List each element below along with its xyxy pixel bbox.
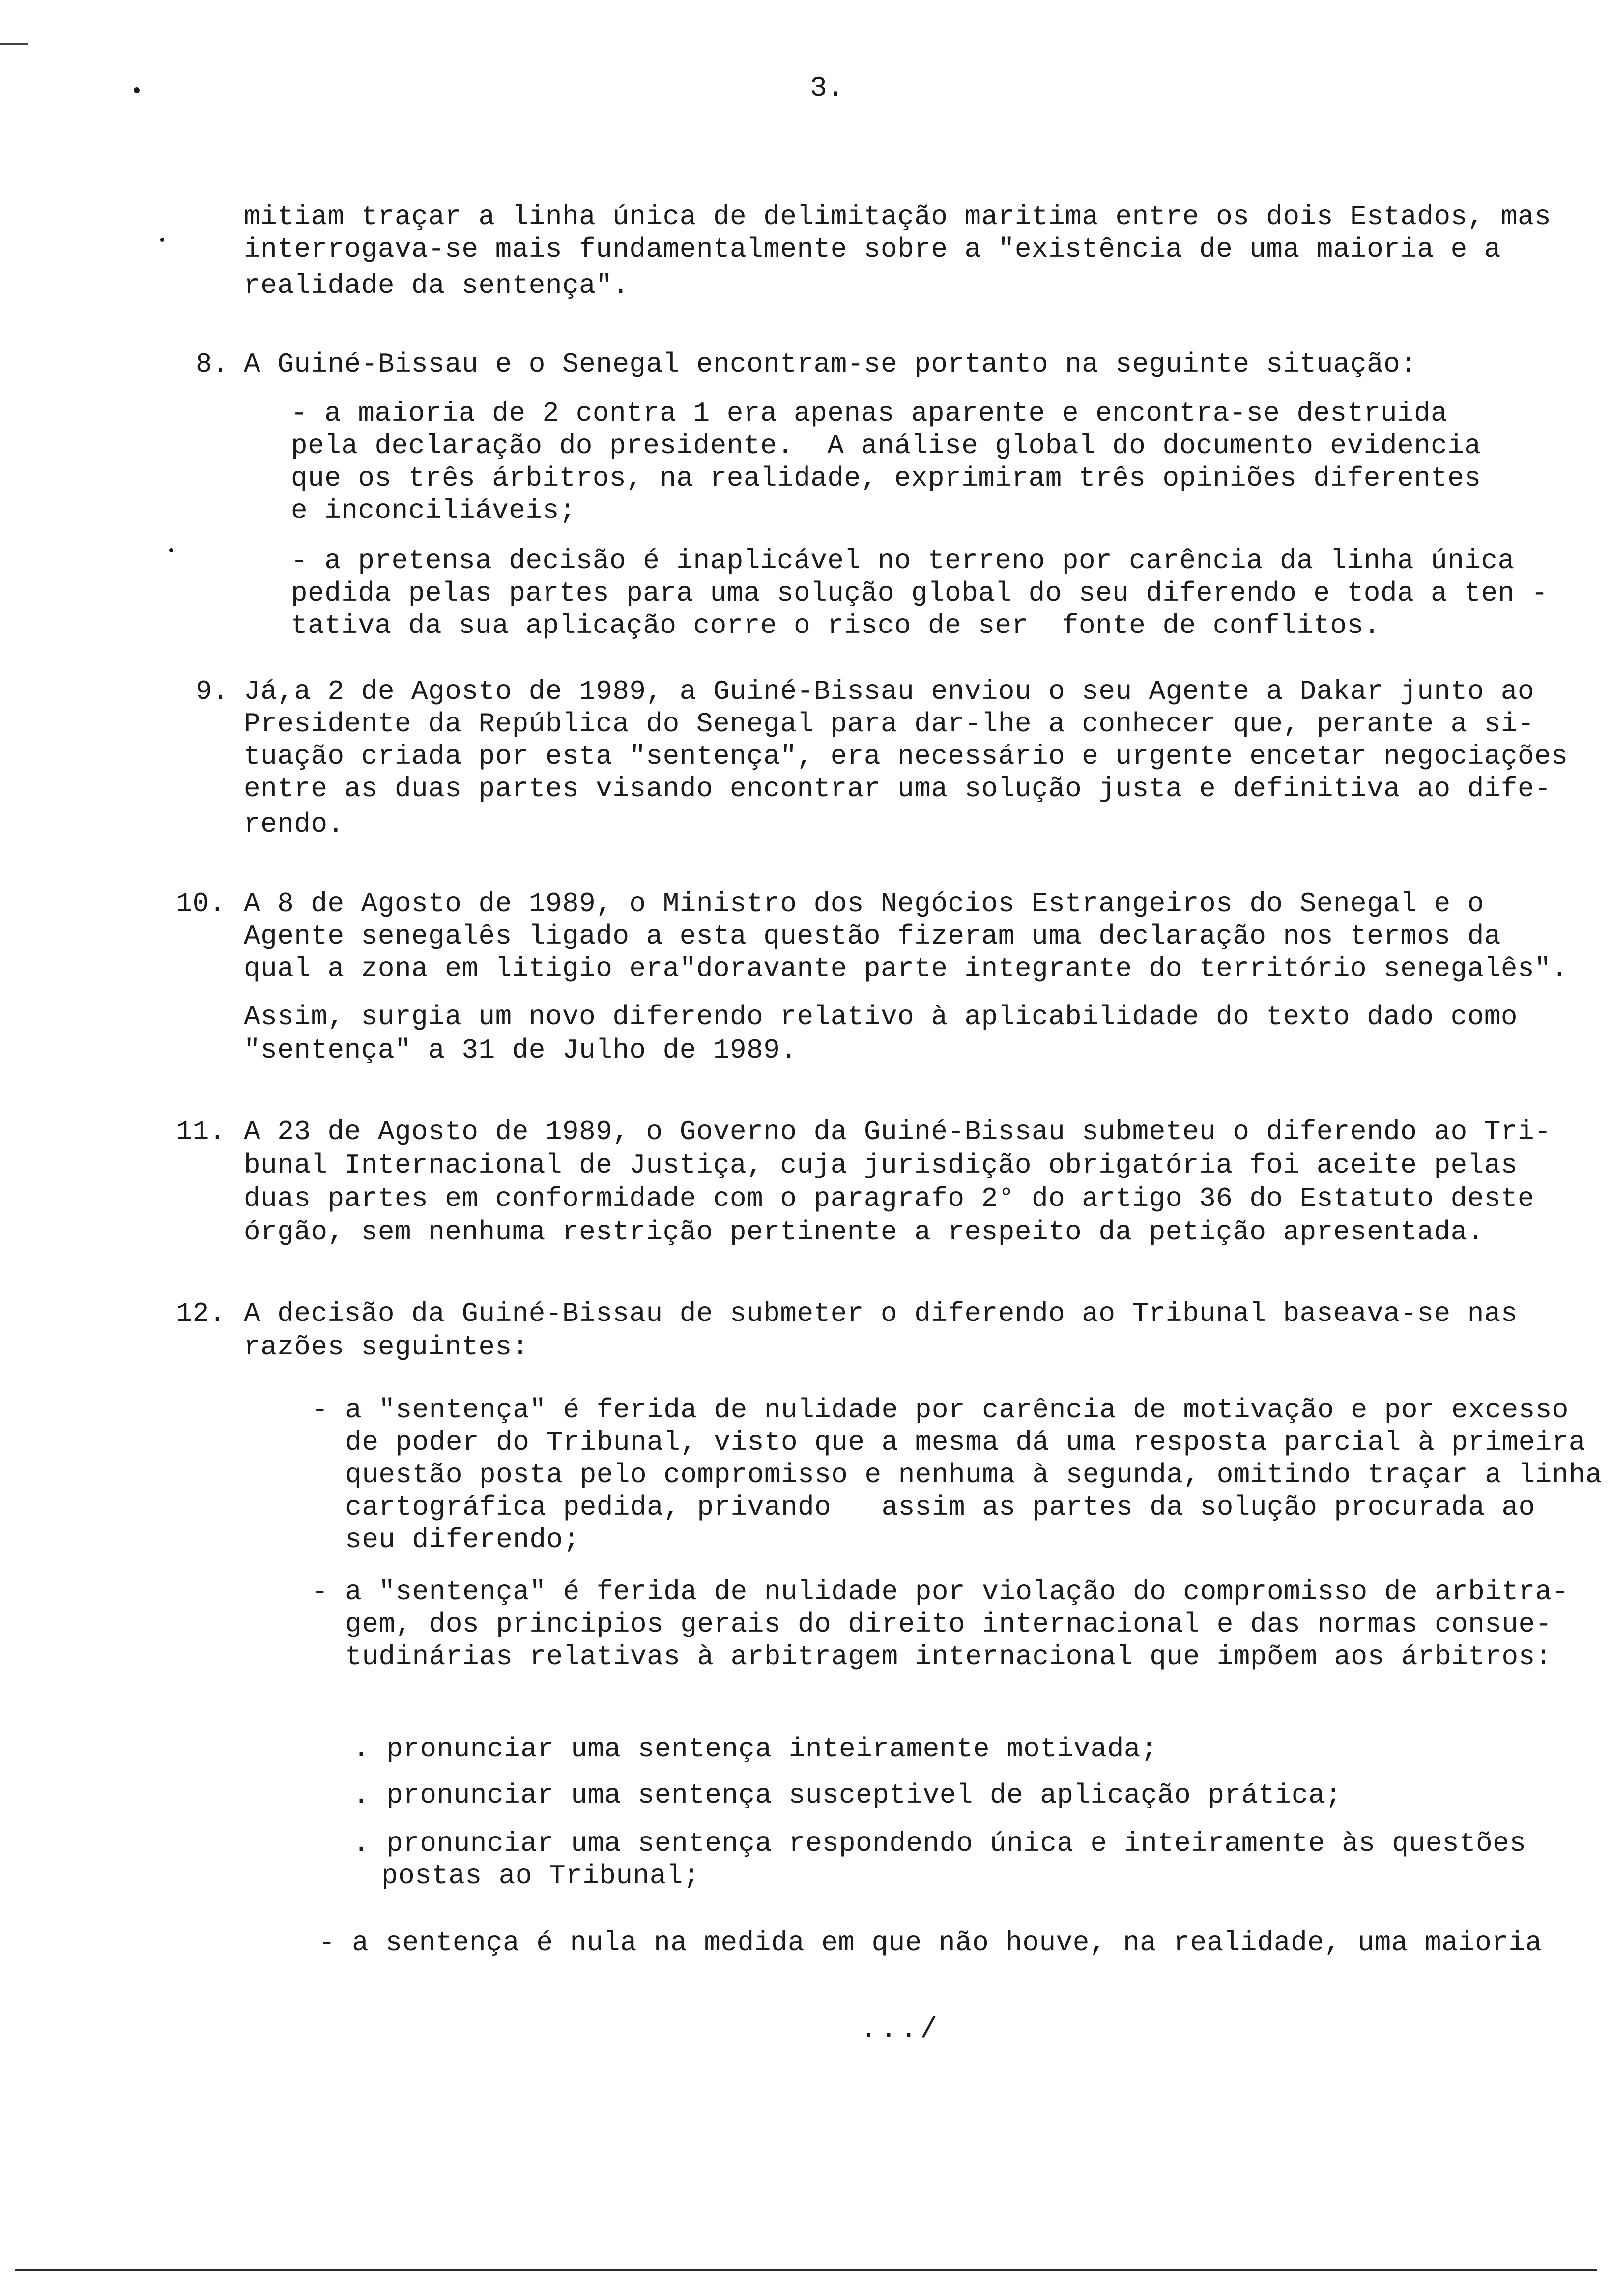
scan-mark <box>169 548 173 552</box>
continuation-dots: ... <box>860 2014 921 2046</box>
dot-item-line: . pronunciar uma sentença susceptivel de aplicação prática; <box>353 1779 1342 1811</box>
paragraph-line: tuação criada por esta "sentença", era necessário e urgente encetar negociações <box>244 741 1568 772</box>
sub-item-line: que os três árbitros, na realidade, exprimiram três opiniões diferentes <box>291 462 1481 494</box>
list-item-line: cartográfica pedida, privando assim as partes da solução procurada ao <box>312 1492 1535 1523</box>
list-item-line: - a "sentença" é ferida de nulidade por violação do compromisso de arbitra- <box>312 1576 1569 1607</box>
scan-mark <box>134 87 140 93</box>
paragraph-line: Presidente da República do Senegal para dar-lhe a conhecer que, perante a si- <box>244 708 1535 740</box>
sub-item-line: - a pretensa decisão é inaplicável no terreno por carência da linha única <box>291 545 1515 576</box>
scan-artifact <box>0 43 28 45</box>
bottom-rule <box>15 2269 1597 2271</box>
paragraph-line: entre as duas partes visando encontrar uma solução justa e definitiva ao dife- <box>244 773 1552 804</box>
paragraph-line: A Guiné-Bissau e o Senegal encontram-se portanto na seguinte situação: <box>244 348 1417 380</box>
paragraph-line: razões seguintes: <box>244 1331 529 1363</box>
page-number: 3. <box>810 73 844 105</box>
list-item-line: tudinárias relativas à arbitragem internacional que impõem aos árbitros: <box>312 1641 1552 1672</box>
sub-item-line: e inconciliáveis; <box>291 495 576 526</box>
list-item-line: questão posta pelo compromisso e nenhuma à segunda, omitindo traçar a linha <box>312 1459 1603 1491</box>
paragraph-line: "sentença" a 31 de Julho de 1989. <box>244 1034 797 1066</box>
intro-line: realidade da sentença". <box>244 270 630 301</box>
sub-item-line: tativa da sua aplicação corre o risco de ser fonte de conflitos. <box>291 610 1381 641</box>
paragraph-line: Assim, surgia um novo diferendo relativo à aplicabilidade do texto dado como <box>244 1001 1518 1033</box>
sub-item-line: pedida pelas partes para uma solução global do seu diferendo e toda a ten - <box>291 577 1548 609</box>
paragraph-number: 12. <box>176 1298 226 1329</box>
paragraph-number: 11. <box>176 1116 226 1148</box>
sub-item-line: - a maioria de 2 contra 1 era apenas aparente e encontra-se destruida <box>291 398 1448 429</box>
intro-line: interrogava-se mais fundamentalmente sobre a "existência de uma maioria e a <box>244 233 1501 265</box>
paragraph-line: Agente senegalês ligado a esta questão fizeram uma declaração nos termos da <box>244 920 1501 952</box>
paragraph-line: A 8 de Agosto de 1989, o Ministro dos Negócios Estrangeiros do Senegal e o <box>244 888 1484 919</box>
dot-item-line: . pronunciar uma sentença respondendo única e inteiramente às questões <box>353 1828 1526 1859</box>
sub-item-line: pela declaração do presidente. A análise global do documento evidencia <box>291 430 1481 461</box>
scan-mark <box>160 238 164 242</box>
paragraph-line: órgão, sem nenhuma restrição pertinente a respeito da petição apresentada. <box>244 1216 1484 1248</box>
paragraph-number: 9. <box>196 676 229 707</box>
list-item-line: seu diferendo; <box>312 1524 580 1555</box>
continuation-mark: .../ <box>860 2014 941 2046</box>
dot-item-line: . pronunciar uma sentença inteiramente motivada; <box>353 1733 1158 1765</box>
list-item-line: - a "sentença" é ferida de nulidade por carência de motivação e por excesso <box>312 1394 1569 1426</box>
paragraph-number: 10. <box>176 888 226 919</box>
list-item-line: gem, dos principios gerais do direito internacional e das normas consue- <box>312 1608 1552 1640</box>
paragraph-line: qual a zona em litigio era"doravante parte integrante do território senegalês". <box>244 953 1568 984</box>
intro-line: mitiam traçar a linha única de delimitação maritima entre os dois Estados, mas <box>244 201 1552 232</box>
list-item-line: de poder do Tribunal, visto que a mesma dá uma resposta parcial à primeira <box>312 1427 1586 1458</box>
list-item-line: - a sentença é nula na medida em que não houve, na realidade, uma maioria <box>318 1927 1542 1958</box>
paragraph-line: A decisão da Guiné-Bissau de submeter o diferendo ao Tribunal baseava-se nas <box>244 1298 1518 1329</box>
paragraph-number: 8. <box>196 348 229 380</box>
paragraph-line: duas partes em conformidade com o paragrafo 2° do artigo 36 do Estatuto deste <box>244 1183 1535 1214</box>
paragraph-line: rendo. <box>244 808 345 840</box>
paragraph-line: A 23 de Agosto de 1989, o Governo da Guiné-Bissau submeteu o diferendo ao Tri- <box>244 1116 1552 1148</box>
paragraph-line: bunal Internacional de Justiça, cuja jurisdição obrigatória foi aceite pelas <box>244 1149 1518 1181</box>
paragraph-line: Já,a 2 de Agosto de 1989, a Guiné-Bissau enviou o seu Agente a Dakar junto ao <box>244 676 1535 707</box>
dot-item-line: postas ao Tribunal; <box>381 1860 700 1892</box>
